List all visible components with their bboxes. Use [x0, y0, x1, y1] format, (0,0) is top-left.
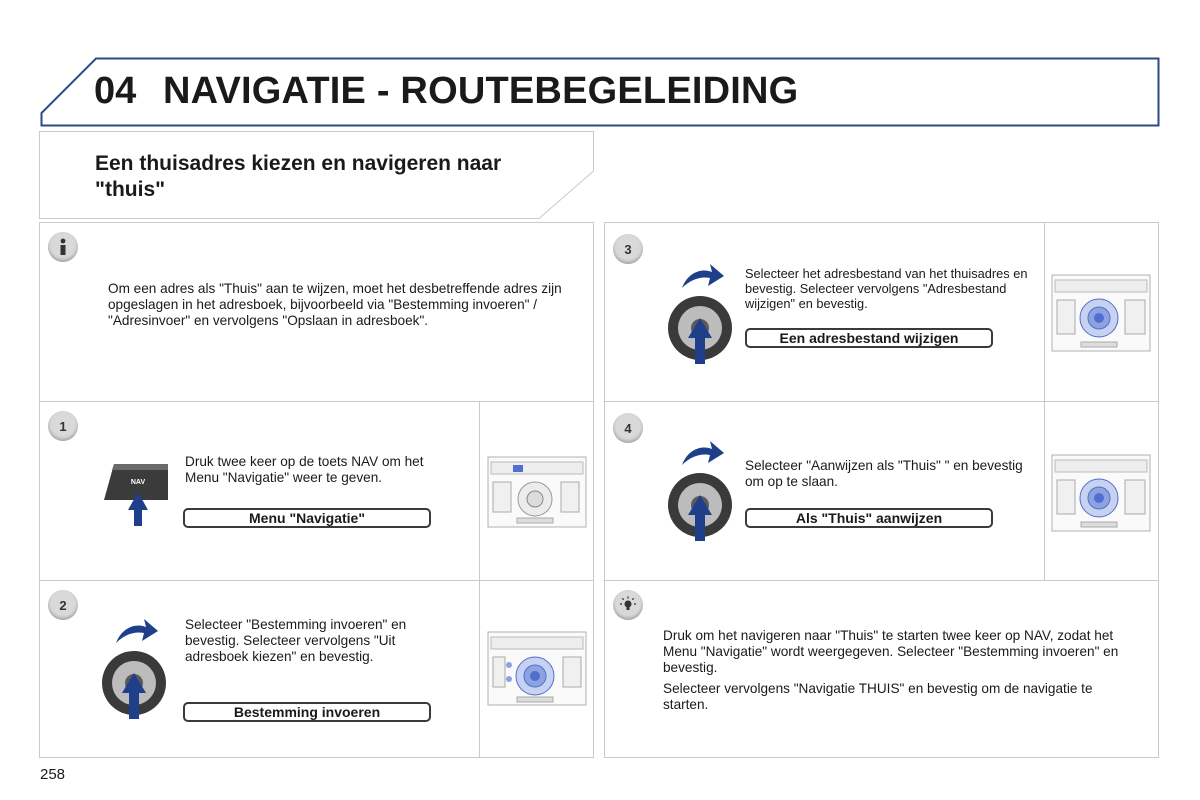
radio-panel-thumbnail: [1051, 454, 1151, 532]
page-number: 258: [40, 766, 66, 783]
chapter-title: NAVIGATIE - ROUTEBEGELEIDING: [163, 70, 799, 112]
section-title: Een thuisadres kiezen en navigeren naar "thuis": [95, 152, 502, 201]
nav-key-icon: [100, 460, 170, 530]
step-1-text: Druk twee keer op de toets NAV om het Menu "Navigatie" weer te geven.: [185, 454, 424, 485]
rotary-knob-icon: [100, 615, 170, 723]
step-2-menu-button: Bestemming invoeren: [183, 702, 431, 722]
rotary-knob-icon: [666, 437, 736, 545]
radio-panel-thumbnail: [1051, 274, 1151, 352]
step-4-text: Selecteer "Aanwijzen als "Thuis" " en bevestig om op te slaan.: [745, 458, 1023, 489]
info-text: Om een adres als "Thuis" aan te wijzen, moet het desbetreffende adres zijn opgeslagen in het adresboek, bijvoorbeeld via "Bestemming invoeren" / "Adresinvoer" en vervolgens "Opslaan in adresboek".: [108, 281, 562, 328]
nav-key-label: NAV: [130, 479, 146, 486]
tip-paragraph-1: Druk om het navigeren naar "Thuis" te starten twee keer op NAV, zodat het Menu "Navigatie" wordt weergegeven. Selecteer "Bestemming invoeren" en bevestig.: [663, 628, 1119, 675]
step-3-badge: 3: [613, 234, 643, 264]
step-1-menu-button: Menu "Navigatie": [183, 508, 431, 528]
step-3-text: Selecteer het adresbestand van het thuisadres en bevestig. Selecteer vervolgens "Adresbestand wijzigen" en bevestig.: [745, 266, 1028, 311]
radio-panel-thumbnail: [487, 456, 587, 528]
info-icon: [48, 232, 78, 262]
step-3-menu-button: Een adresbestand wijzigen: [745, 328, 993, 348]
chapter-number: 04: [94, 70, 137, 112]
tip-paragraph-2: Selecteer vervolgens "Navigatie THUIS" en bevestig om de navigatie te starten.: [663, 681, 1093, 712]
step-4-menu-button: Als "Thuis" aanwijzen: [745, 508, 993, 528]
step-2-text: Selecteer "Bestemming invoeren" en bevestig. Selecteer vervolgens "Uit adresboek kiezen" en bevestig.: [185, 617, 407, 664]
step-4-badge: 4: [613, 413, 643, 443]
rotary-knob-icon: [666, 260, 736, 368]
step-1-badge: 1: [48, 411, 78, 441]
lightbulb-icon: [613, 590, 643, 620]
step-2-badge: 2: [48, 590, 78, 620]
radio-panel-thumbnail: [487, 631, 587, 706]
